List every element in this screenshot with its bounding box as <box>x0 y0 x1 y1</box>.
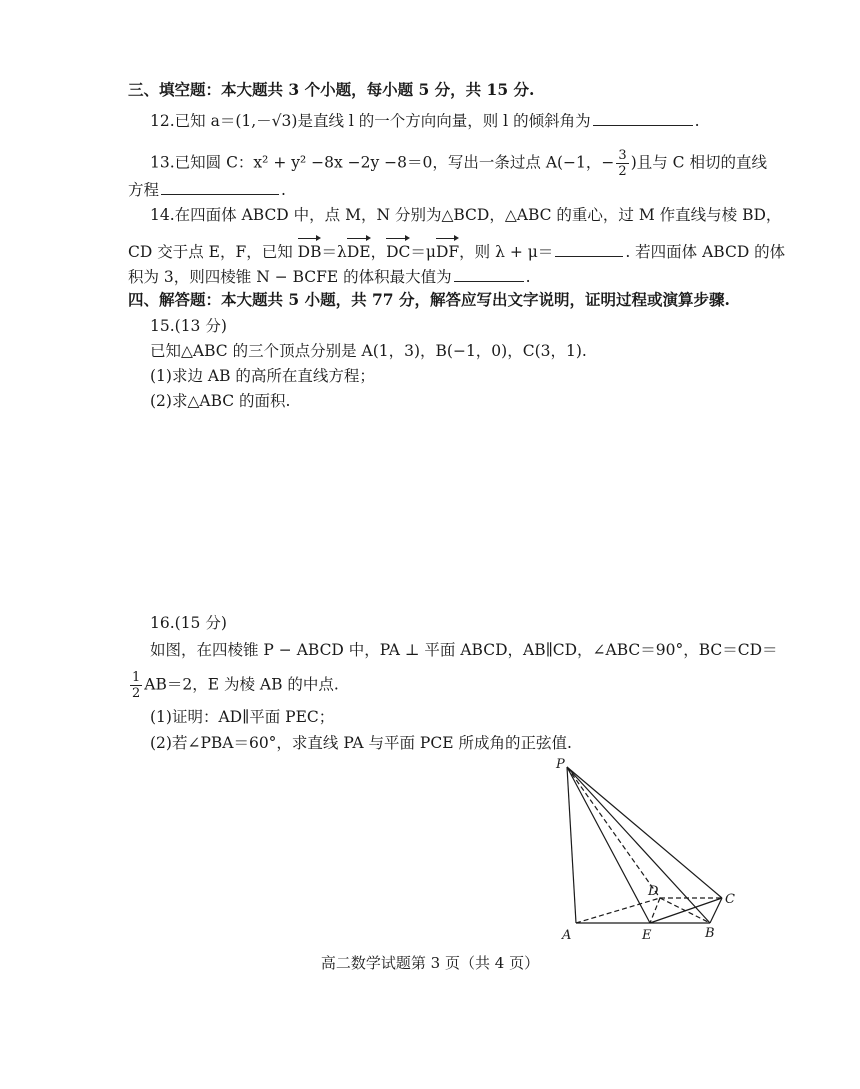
vector-DE: DE <box>346 243 371 261</box>
vector-DF: DF <box>435 243 460 261</box>
label-D: D <box>648 884 659 899</box>
q13-frac-den: 2 <box>618 164 627 179</box>
question-13-line2 <box>128 178 286 200</box>
q13-text-a: 13.已知圆 C：x² + y² −8x −2y −8＝0，写出一条过点 A(−1，− <box>150 153 615 172</box>
section4-heading: 四、解答题：本大题共 5 小题，共 77 分，解答应写出文字说明，证明过程或演算步骤. <box>128 290 730 309</box>
page-footer: 高二数学试题第 3 页（共 4 页） <box>320 954 540 972</box>
q16-fraction <box>130 670 142 701</box>
label-C: C <box>725 892 735 907</box>
edge-PA <box>567 767 576 923</box>
q14-line2-a: CD 交于点 E，F，已知 <box>128 243 293 261</box>
q16-title: 16.(15 分) <box>150 614 227 632</box>
vector-DC: DC <box>386 243 411 261</box>
q16-stem1: 如图，在四棱锥 P − ABCD 中，PA ⊥ 平面 ABCD，AB∥CD，∠ABC＝90°，BC＝CD＝ <box>150 641 778 659</box>
q16-part2: (2)若∠PBA＝60°，求直线 PA 与平面 PCE 所成角的正弦值. <box>150 734 572 752</box>
q14-line2-c: . 若四面体 ABCD 的体 <box>625 243 786 261</box>
q12-end: . <box>694 112 700 130</box>
q14-sep: ， <box>370 243 387 261</box>
label-A: A <box>562 928 572 943</box>
pyramid-figure <box>550 755 750 945</box>
edge-PB <box>567 767 710 923</box>
q13-text-b: )且与 C 相切的直线 <box>630 153 767 172</box>
q14-line3-a: 积为 3，则四棱锥 N − BCFE 的体积最大值为 <box>128 268 452 286</box>
q14-line2-b: ，则 λ + μ＝ <box>459 243 554 261</box>
vector-DB: DB <box>297 243 322 261</box>
q13-answer-blank <box>161 178 279 195</box>
section3-heading: 三、填空题：本大题共 3 个小题，每小题 5 分，共 15 分. <box>128 80 535 99</box>
question-13 <box>150 148 767 179</box>
question-14-line1: 14.在四面体 ABCD 中，点 M，N 分别为△BCD，△ABC 的重心，过 M 作直线与棱 BD， <box>150 206 782 224</box>
q15-part2: (2)求△ABC 的面积. <box>150 392 291 410</box>
edge-PE <box>567 767 650 923</box>
edge-DB <box>660 898 710 923</box>
q16-stem-line2 <box>128 670 339 701</box>
question-12 <box>150 109 700 131</box>
q14-eq2: ＝μ <box>410 243 436 261</box>
q16-frac-den: 2 <box>132 686 141 701</box>
edge-PD <box>567 767 660 898</box>
q13-frac-num: 3 <box>618 148 627 163</box>
q14-answer-blank-1 <box>555 240 623 257</box>
q12-answer-blank <box>593 109 693 126</box>
q14-eq1: ＝λ <box>321 243 347 261</box>
q16-part1: (1)证明：AD∥平面 PEC； <box>150 708 335 726</box>
q13-end: . <box>281 181 286 199</box>
question-14-line3 <box>128 265 531 287</box>
q16-stem2: AB＝2，E 为棱 AB 的中点. <box>144 675 339 694</box>
q13-fraction <box>616 148 628 179</box>
label-E: E <box>642 928 652 943</box>
q12-text: 12.已知 a＝(1,－√3)是直线 l 的一个方向向量，则 l 的倾斜角为 <box>150 112 591 130</box>
q15-stem: 已知△ABC 的三个顶点分别是 A(1，3)，B(−1，0)，C(3，1). <box>150 342 587 360</box>
q15-title: 15.(13 分) <box>150 317 227 335</box>
label-B: B <box>705 926 715 941</box>
q13-line2: 方程 <box>128 181 160 199</box>
q16-frac-num: 1 <box>132 670 141 685</box>
q15-part1: (1)求边 AB 的高所在直线方程； <box>150 367 375 385</box>
q14-end: . <box>525 268 531 286</box>
q14-answer-blank-2 <box>454 265 524 282</box>
label-P: P <box>556 757 565 772</box>
edge-PC <box>567 767 722 898</box>
question-14-line2 <box>128 240 785 262</box>
edge-DE <box>650 898 660 923</box>
